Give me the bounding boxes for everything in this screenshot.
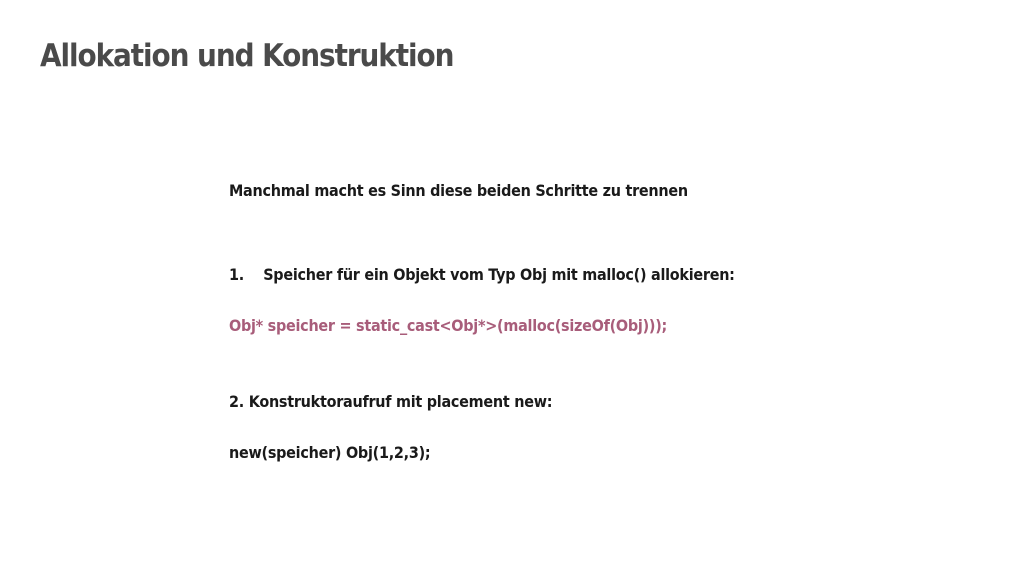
code-line-placement-new: new(speicher) Obj(1,2,3); (229, 443, 431, 462)
step-1-text: Speicher für ein Objekt vom Typ Obj mit malloc() allokieren: (263, 265, 735, 284)
code-line-malloc: Obj* speicher = static_cast<Obj*>(malloc(sizeOf(Obj))); (229, 316, 668, 335)
slide-title: Allokation und Konstruktion (40, 38, 454, 74)
step-1-number: 1. (229, 265, 244, 284)
step-2: 2. Konstruktoraufruf mit placement new: (229, 392, 553, 411)
intro-text: Manchmal macht es Sinn diese beiden Schritte zu trennen (229, 181, 688, 200)
step-1 (229, 265, 735, 284)
